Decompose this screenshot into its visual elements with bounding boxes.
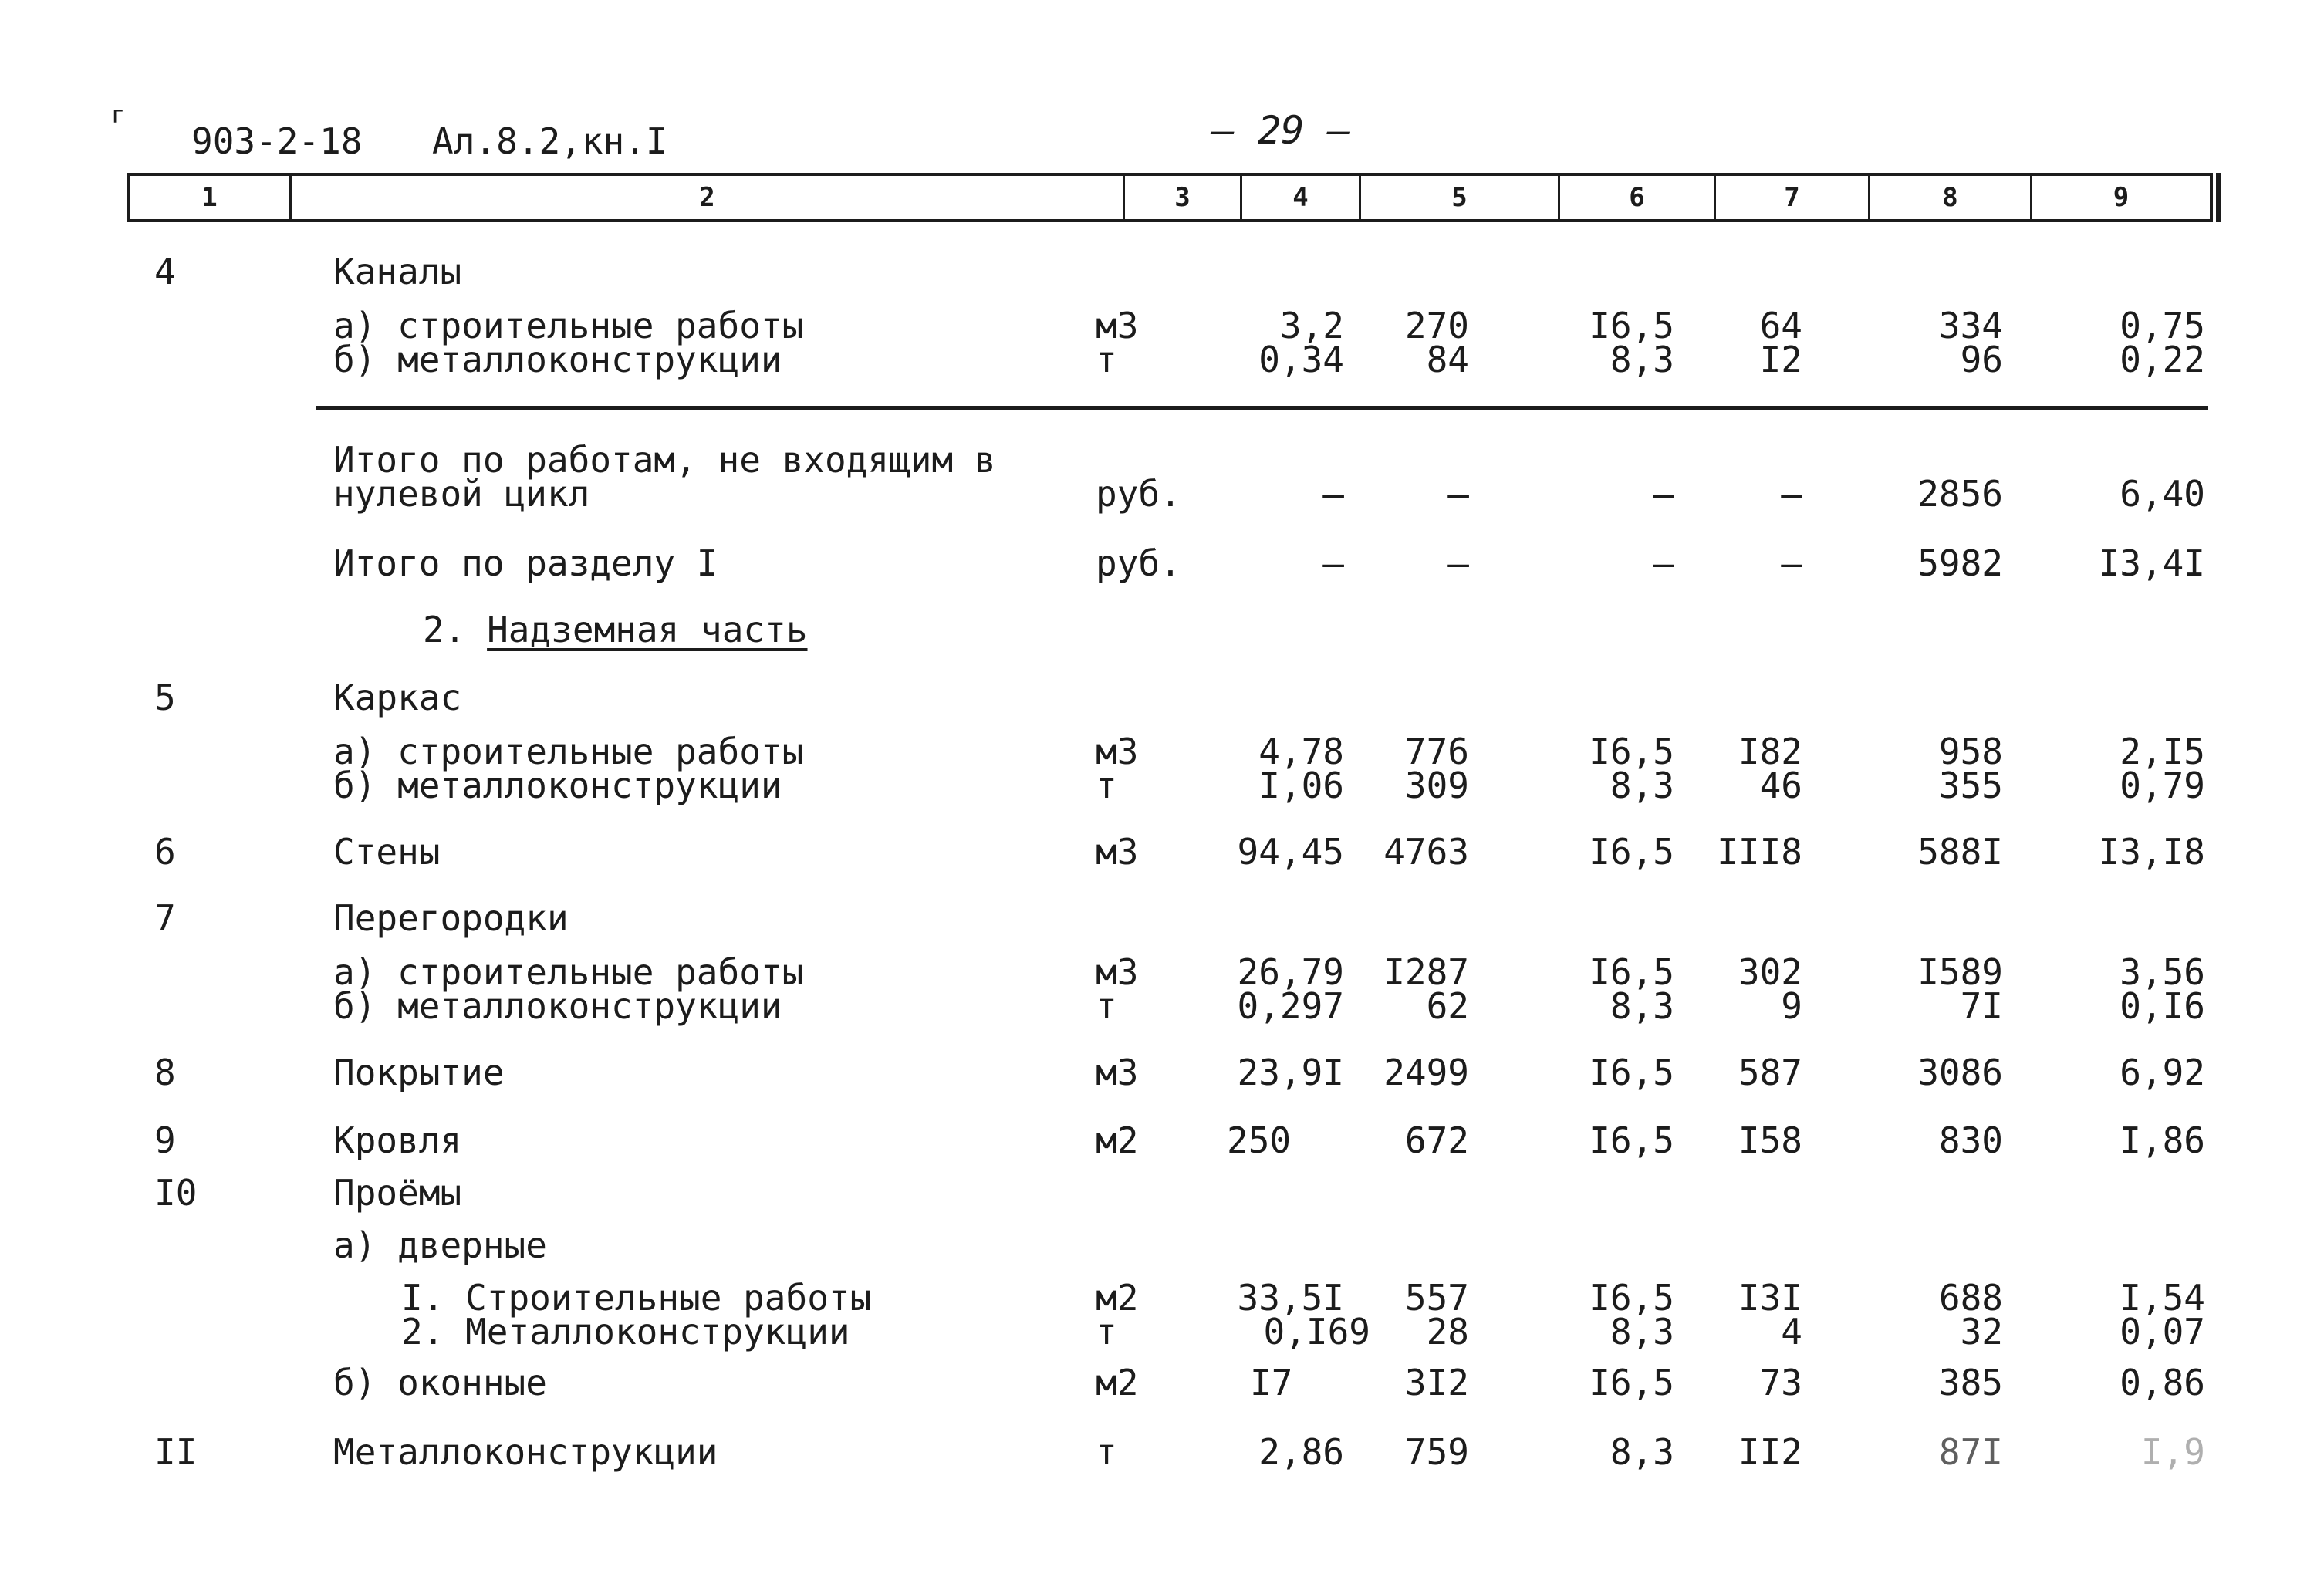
cell-col7: – (1781, 542, 1802, 584)
cell-col7: III8 (1717, 831, 1802, 873)
cell-col6: I6,5 (1589, 731, 1674, 772)
cell-col6: I6,5 (1589, 1120, 1674, 1161)
row-name: а) строительные работы (333, 951, 804, 993)
cell-col8: 2856 (1917, 473, 2003, 515)
cell-col8: 588I (1917, 831, 2003, 873)
cell-col9: 0,86 (2120, 1362, 2205, 1403)
cell-col4: 0,34 (1258, 339, 1344, 380)
cell-col8: 355 (1938, 765, 2003, 806)
column-header-9: 9 (2113, 182, 2130, 213)
cell-col5: 62 (1426, 985, 1469, 1027)
subtotal-divider-line (316, 406, 2208, 410)
cell-col7: 46 (1759, 765, 1802, 806)
document-reference: Ал.8.2,кн.I (432, 120, 667, 162)
cell-col6: I6,5 (1589, 1362, 1674, 1403)
row-name: б) металлоконструкции (333, 985, 782, 1027)
cell-col4: 4,78 (1258, 731, 1344, 772)
cell-col8: 334 (1938, 305, 2003, 346)
row-name: Металлоконструкции (333, 1431, 718, 1473)
row-unit: т (1096, 339, 1117, 380)
cell-col4: 250 (1227, 1120, 1292, 1161)
column-header-7: 7 (1716, 176, 1870, 219)
cell-col6: I6,5 (1589, 305, 1674, 346)
row-unit: т (1096, 765, 1117, 806)
cell-col4: I7 (1250, 1362, 1293, 1403)
cell-col5: 309 (1404, 765, 1469, 806)
cell-col6: – (1653, 473, 1674, 515)
cell-col7: 587 (1738, 1052, 1802, 1093)
cell-col7: I58 (1738, 1120, 1802, 1161)
row-name: Перегородки (333, 897, 569, 939)
cell-col6: 8,3 (1610, 765, 1674, 806)
cell-col7: I3I (1738, 1277, 1802, 1319)
row-name: б) металлоконструкции (333, 765, 782, 806)
cell-col9: 0,I6 (2120, 985, 2205, 1027)
cell-col4: 33,5I (1237, 1277, 1344, 1319)
row-number: II (154, 1431, 198, 1473)
row-name: а) дверные (333, 1224, 547, 1266)
cell-col8: 32 (1960, 1311, 2003, 1353)
row-unit: т (1096, 985, 1117, 1027)
cell-col6: 8,3 (1610, 339, 1674, 380)
cell-col5: 84 (1426, 339, 1469, 380)
row-number: 8 (154, 1052, 176, 1093)
cell-col8: 3086 (1917, 1052, 2003, 1093)
row-name: I. Строительные работы (401, 1277, 872, 1319)
row-name: 2. Металлоконструкции (401, 1311, 850, 1353)
cell-col4: – (1322, 542, 1344, 584)
cell-col6: I6,5 (1589, 831, 1674, 873)
column-header-6: 6 (1560, 176, 1716, 219)
cell-col8: 830 (1938, 1120, 2003, 1161)
cell-col8: 87I (1938, 1431, 2003, 1473)
column-header-row (127, 173, 2213, 222)
cell-col4: 23,9I (1237, 1052, 1344, 1093)
row-name: Каркас (333, 677, 462, 718)
column-header-2: 2 (292, 176, 1125, 219)
row-number: 7 (154, 897, 176, 939)
cell-col5: 28 (1426, 1311, 1469, 1353)
cell-col4: 0,297 (1237, 985, 1344, 1027)
cell-col4: 26,79 (1237, 951, 1344, 993)
row-name: Итого по разделу I (333, 542, 718, 584)
cell-col9: 6,40 (2120, 473, 2205, 515)
cell-col5: 2499 (1383, 1052, 1469, 1093)
cell-col7: 73 (1759, 1362, 1802, 1403)
row-name: Проёмы (333, 1172, 462, 1214)
cell-col8: 5982 (1917, 542, 2003, 584)
row-unit: руб. (1096, 542, 1181, 584)
section-heading (423, 609, 808, 650)
row-unit: м2 (1096, 1120, 1139, 1161)
cell-col8: 688 (1938, 1277, 2003, 1319)
row-name: б) металлоконструкции (333, 339, 782, 380)
cell-col9: I3,4I (2098, 542, 2205, 584)
row-number: 9 (154, 1120, 176, 1161)
cell-col7: 302 (1738, 951, 1802, 993)
row-number: I0 (154, 1172, 198, 1214)
cell-col6: 8,3 (1610, 1311, 1674, 1353)
section-title: Надземная часть (487, 609, 808, 650)
row-unit: м3 (1096, 1052, 1139, 1093)
cell-col9: I,86 (2120, 1120, 2205, 1161)
column-header-5: 5 (1361, 176, 1560, 219)
row-unit: м2 (1096, 1362, 1139, 1403)
row-unit: т (1096, 1431, 1117, 1473)
row-name: а) строительные работы (333, 731, 804, 772)
row-unit: м3 (1096, 831, 1139, 873)
cell-col4: 0,I69 (1263, 1311, 1370, 1353)
cell-col7: I2 (1759, 339, 1802, 380)
row-name: Покрытие (333, 1052, 505, 1093)
row-name: а) строительные работы (333, 305, 804, 346)
cell-col5: 776 (1404, 731, 1469, 772)
cell-col8: I589 (1917, 951, 2003, 993)
cell-col4: 94,45 (1237, 831, 1344, 873)
cell-col5: I287 (1383, 951, 1469, 993)
row-name: Итого по работам, не входящим в (333, 439, 996, 481)
cell-col9: 3,56 (2120, 951, 2205, 993)
cell-col4: – (1322, 473, 1344, 515)
document-code: 903-2-18 (191, 120, 363, 162)
cell-col8: 7I (1960, 985, 2003, 1027)
cell-col9: 0,75 (2120, 305, 2205, 346)
cell-col8: 96 (1960, 339, 2003, 380)
column-header-4: 4 (1242, 176, 1361, 219)
row-number: 6 (154, 831, 176, 873)
cell-col4: I,06 (1258, 765, 1344, 806)
cell-col7: I82 (1738, 731, 1802, 772)
cell-col9: I,9 (2140, 1431, 2205, 1473)
section-number: 2. (423, 609, 466, 650)
row-number: 4 (154, 251, 176, 292)
row-unit: м3 (1096, 731, 1139, 772)
cell-col4: 3,2 (1279, 305, 1344, 346)
row-name: Каналы (333, 251, 462, 292)
column-header-3: 3 (1125, 176, 1242, 219)
cell-col5: 759 (1404, 1431, 1469, 1473)
cell-col5: 4763 (1383, 831, 1469, 873)
header-edge-bar (2216, 173, 2221, 222)
cell-col7: II2 (1738, 1431, 1802, 1473)
cell-col7: 4 (1781, 1311, 1802, 1353)
row-unit: м3 (1096, 951, 1139, 993)
column-header-1: 1 (130, 176, 292, 219)
cell-col4: 2,86 (1258, 1431, 1344, 1473)
row-unit: м3 (1096, 305, 1139, 346)
row-name: Стены (333, 831, 441, 873)
cell-col9: I,54 (2120, 1277, 2205, 1319)
cell-col6: I6,5 (1589, 1277, 1674, 1319)
cell-col5: – (1447, 542, 1469, 584)
cell-col9: 0,22 (2120, 339, 2205, 380)
cell-col9: 6,92 (2120, 1052, 2205, 1093)
cell-col5: 557 (1404, 1277, 1469, 1319)
cell-col5: – (1447, 473, 1469, 515)
column-header-8: 8 (1870, 176, 2032, 219)
cell-col5: 3I2 (1404, 1362, 1469, 1403)
cell-col6: 8,3 (1610, 985, 1674, 1027)
row-name: нулевой цикл (333, 473, 590, 515)
cell-col9: 0,79 (2120, 765, 2205, 806)
corner-mark: г (111, 102, 126, 129)
cell-col7: – (1781, 473, 1802, 515)
cell-col8: 958 (1938, 731, 2003, 772)
row-name: б) оконные (333, 1362, 547, 1403)
cell-col9: 2,I5 (2120, 731, 2205, 772)
cell-col5: 270 (1404, 305, 1469, 346)
page-number: — 29 — (1211, 108, 1351, 153)
row-name: Кровля (333, 1120, 462, 1161)
row-unit: руб. (1096, 473, 1181, 515)
row-unit: м2 (1096, 1277, 1139, 1319)
cell-col6: 8,3 (1610, 1431, 1674, 1473)
cell-col6: I6,5 (1589, 1052, 1674, 1093)
cell-col7: 64 (1759, 305, 1802, 346)
cell-col6: I6,5 (1589, 951, 1674, 993)
row-number: 5 (154, 677, 176, 718)
cell-col8: 385 (1938, 1362, 2003, 1403)
cell-col6: – (1653, 542, 1674, 584)
cell-col7: 9 (1781, 985, 1802, 1027)
cell-col9: 0,07 (2120, 1311, 2205, 1353)
row-unit: т (1096, 1311, 1117, 1353)
cell-col5: 672 (1404, 1120, 1469, 1161)
cell-col9: I3,I8 (2098, 831, 2205, 873)
